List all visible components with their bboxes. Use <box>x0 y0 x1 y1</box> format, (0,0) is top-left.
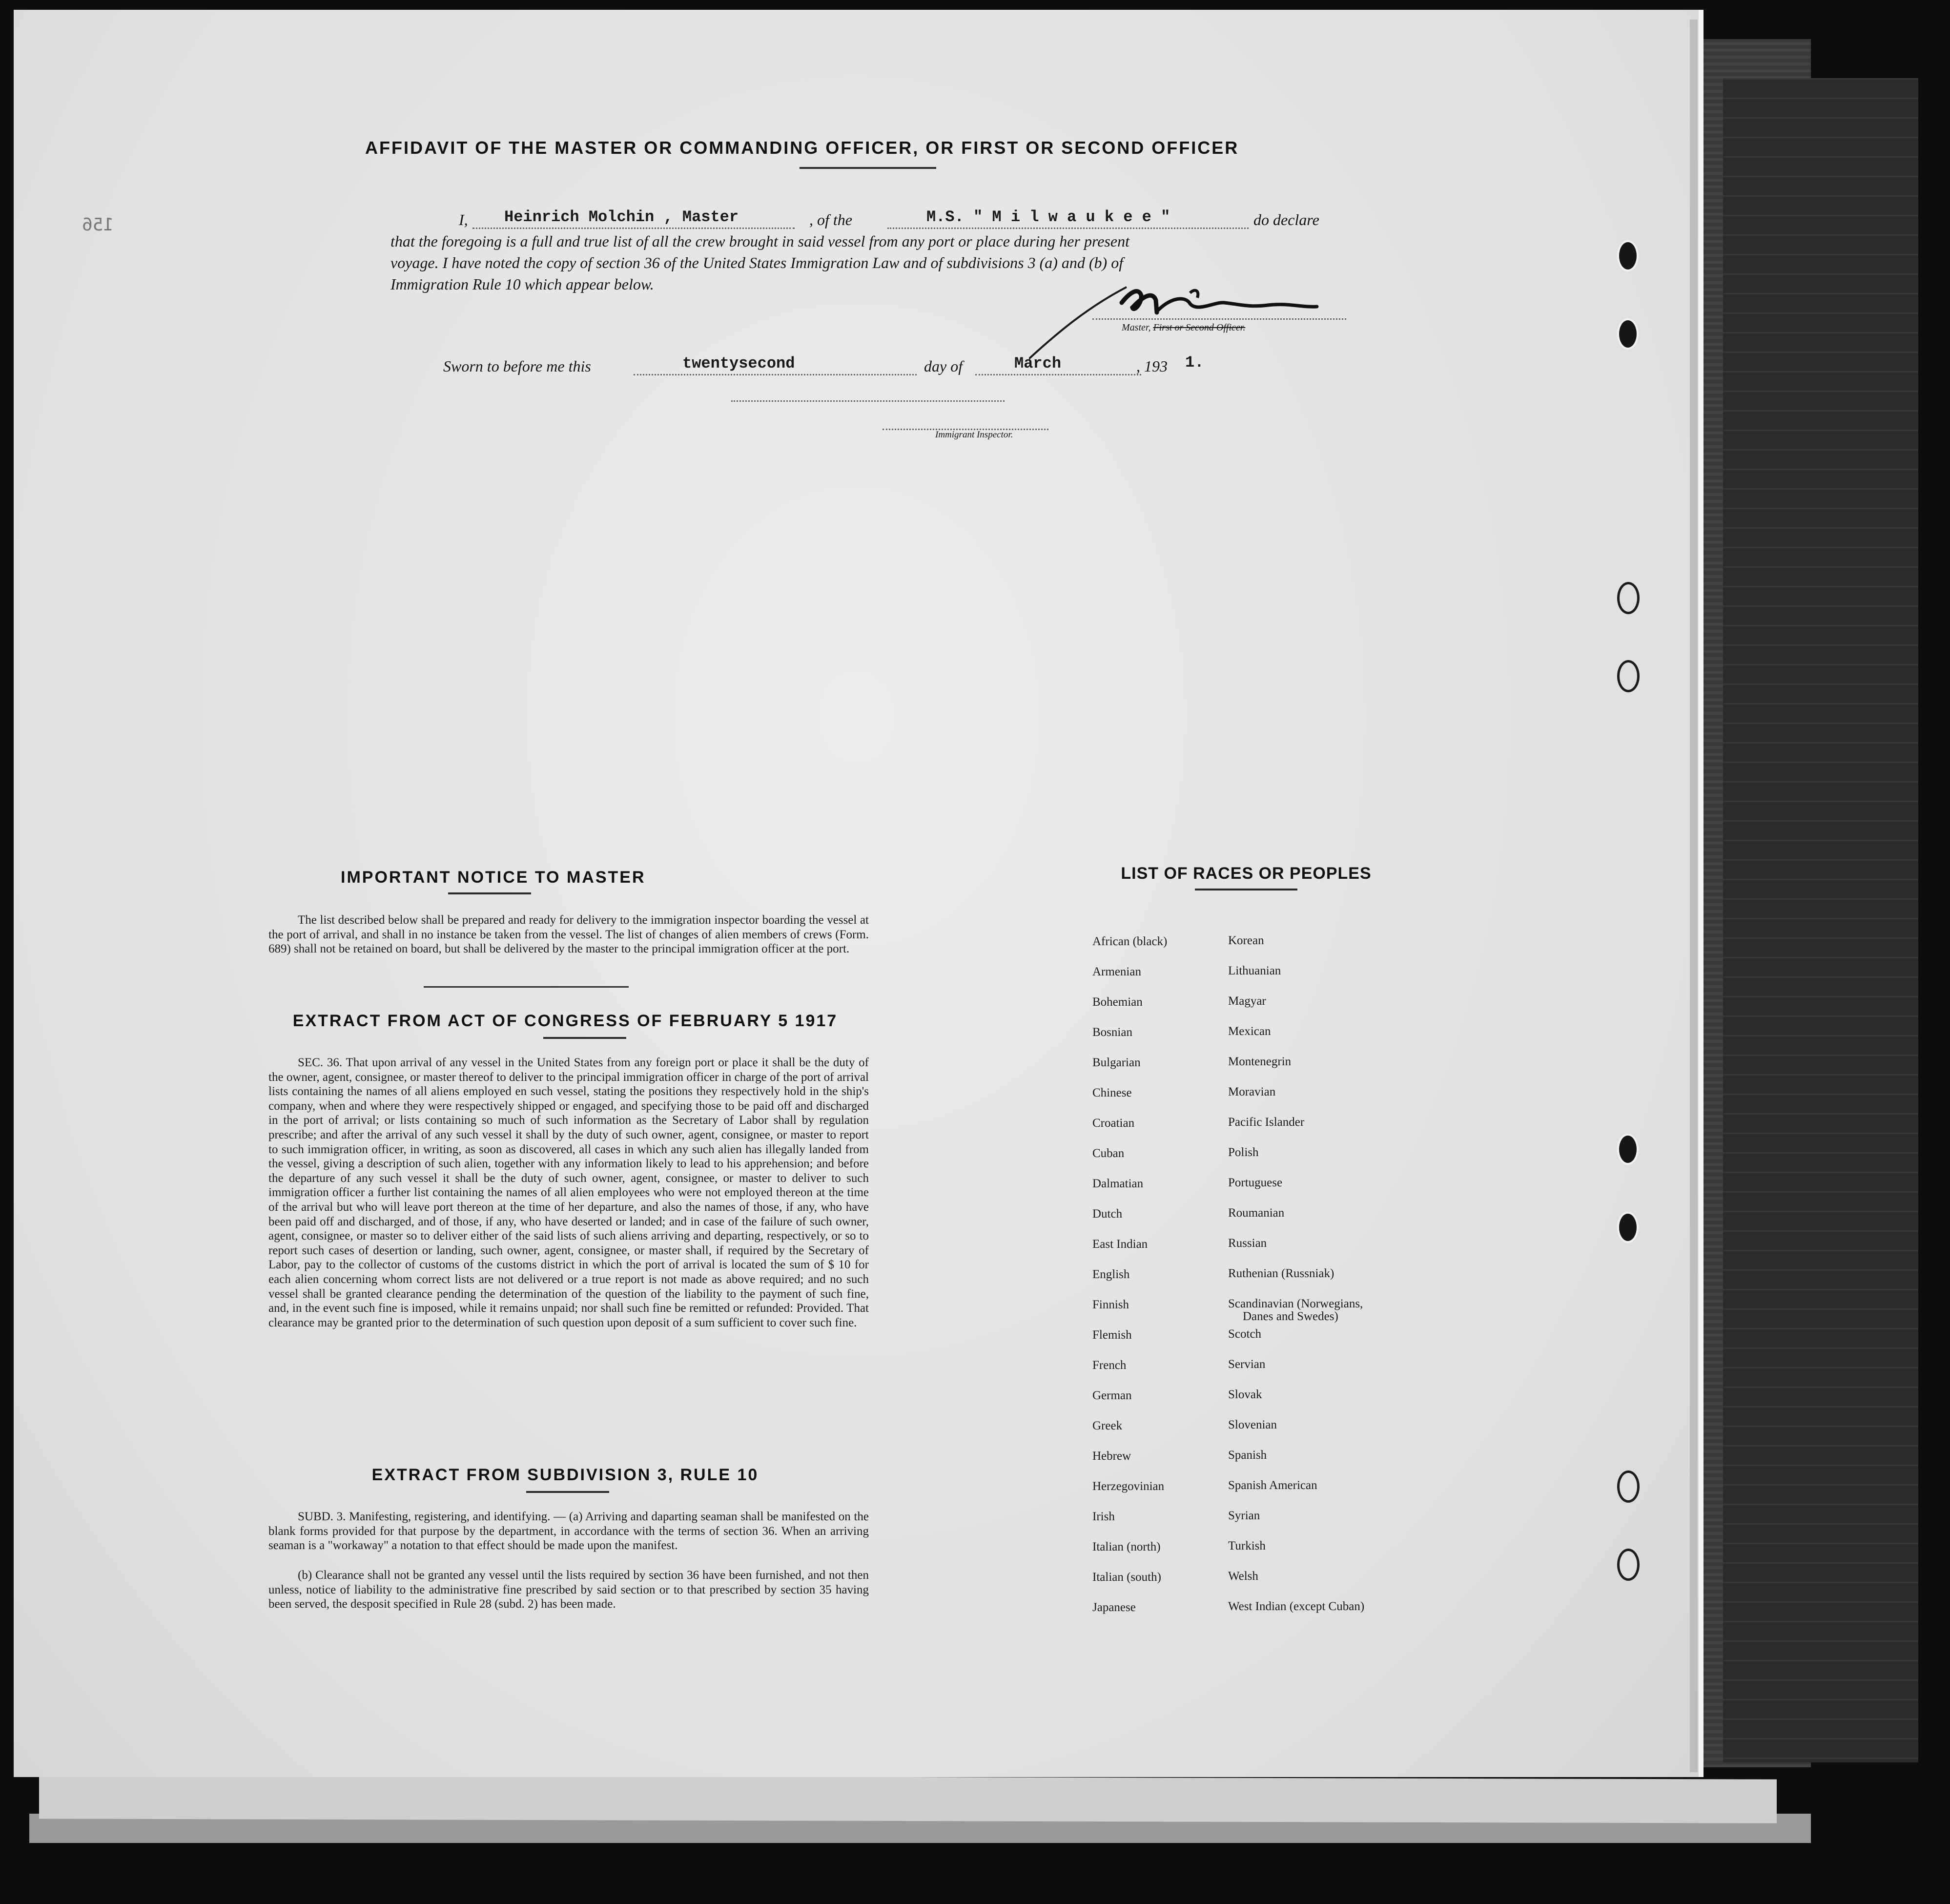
race-item: Greek <box>1092 1419 1123 1432</box>
month-field-line <box>975 374 1141 375</box>
adjacent-sheet <box>1723 78 1918 1762</box>
signature-line <box>1092 318 1346 320</box>
binder-hole-8 <box>1617 1549 1640 1581</box>
sworn-day: twentysecond <box>682 354 795 373</box>
binder-hole-3 <box>1617 582 1640 614</box>
day-of-text: day of <box>924 357 963 375</box>
affidavit-title: AFFIDAVIT OF THE MASTER OR COMMANDING OFFICER, OR FIRST OR SECOND OFFICER <box>365 138 1239 158</box>
race-item: Montenegrin <box>1228 1055 1292 1068</box>
race-item: Slovak <box>1228 1388 1262 1401</box>
page-edge <box>1690 20 1698 1772</box>
race-item: French <box>1092 1359 1127 1372</box>
race-item: Chinese <box>1092 1086 1132 1099</box>
year-suffix: 1. <box>1185 353 1204 372</box>
race-item-line1: Scandinavian (Norwegians, <box>1228 1297 1363 1310</box>
race-item: Spanish <box>1228 1449 1267 1462</box>
sworn-month: March <box>1014 354 1062 373</box>
race-item: English <box>1092 1268 1130 1281</box>
race-item: Armenian <box>1092 965 1141 978</box>
rule-extract-rule <box>526 1491 609 1493</box>
race-item: Herzegovinian <box>1092 1480 1165 1493</box>
caption-struck-officer: First or Second Officer. <box>1153 322 1246 333</box>
race-item: Spanish American <box>1228 1479 1317 1492</box>
affidavit-line-4: Immigration Rule 10 which appear below. <box>390 275 654 293</box>
act-extract-rule <box>543 1037 626 1039</box>
race-item: Irish <box>1092 1510 1115 1523</box>
vessel-name: M.S. " M i l w a u k e e " <box>926 208 1170 226</box>
race-item: Pacific Islander <box>1228 1116 1305 1129</box>
master-name: Heinrich Molchin , Master <box>504 208 739 226</box>
race-item-line2: Danes and Swedes) <box>1243 1310 1338 1323</box>
race-item: Japanese <box>1092 1601 1136 1614</box>
rule-extract-para-a: SUBD. 3. Manifesting, registering, and identifying. — (a) Arriving and daparting seaman shall be manifested on the blank forms provided for that purpose by the department, in accordance with the terms of section 36. When an arriving seaman is a "workaway" a notation to that effect should be made upon the manifest. <box>268 1510 869 1552</box>
race-item: Ruthenian (Russniak) <box>1228 1267 1334 1280</box>
notice-text: The list described below shall be prepared and ready for delivery to the immigration inspector boarding the vessel at the port of arrival, and shall in no instance be taken from the vessel. The list of changes of alien members of crews (Form. 689) shall not be retained on board, but shall be delivered by the master to the principal immigration officer at the port. <box>268 913 869 956</box>
binder-hole-7 <box>1617 1470 1640 1503</box>
race-item: Scotch <box>1228 1327 1262 1341</box>
notice-divider <box>424 986 629 988</box>
races-title-rule <box>1195 889 1297 890</box>
race-item: Bohemian <box>1092 995 1143 1009</box>
day-field-line <box>634 374 917 375</box>
races-title: LIST OF RACES OR PEOPLES <box>1121 864 1372 883</box>
race-item: Magyar <box>1228 994 1266 1008</box>
binder-hole-2 <box>1617 318 1639 350</box>
notice-title: IMPORTANT NOTICE TO MASTER <box>341 868 646 887</box>
act-extract-title: EXTRACT FROM ACT OF CONGRESS OF FEBRUARY 5 1917 <box>292 1012 838 1030</box>
race-item: Hebrew <box>1092 1449 1131 1463</box>
master-signature <box>1029 273 1341 361</box>
year-prefix: , 193 <box>1136 357 1168 375</box>
document-page <box>14 10 1704 1777</box>
notice-title-rule <box>448 892 531 894</box>
race-item: West Indian (except Cuban) <box>1228 1600 1365 1613</box>
race-item: Bosnian <box>1092 1026 1132 1039</box>
signature-caption <box>1122 322 1245 333</box>
race-item: Croatian <box>1092 1117 1135 1130</box>
race-item: East Indian <box>1092 1238 1148 1251</box>
name-field-line <box>472 228 795 229</box>
race-item: Flemish <box>1092 1328 1132 1342</box>
races-right-column <box>1228 934 1364 1631</box>
race-item <box>1228 1298 1364 1328</box>
binder-hole-4 <box>1617 660 1640 692</box>
race-item: Dutch <box>1092 1207 1123 1221</box>
race-item: German <box>1092 1389 1132 1402</box>
vessel-field-line <box>887 228 1249 229</box>
race-item: Russian <box>1228 1237 1267 1250</box>
race-item: Lithuanian <box>1228 964 1281 977</box>
bottom-page-strip <box>39 1775 1777 1823</box>
act-extract-text: SEC. 36. That upon arrival of any vessel in the United States from any foreign port or place it shall be the duty of the owner, agent, consignee, or master thereof to deliver to the principal immigration officer in charge of the port of arrival lists containing the names of all aliens employed en such vessel, stating the positions they respectively hold in the ship's company, when and where they were respectively shipped or engaged, and specifying those to be paid off and discharged in the port of arrival; or lists containing so much of such information as the Secretary of Labor shall by regulation prescribe; and after the arrival of any such vessel it shall by the duty of such owner, agent, consignee, or master to report to such immigration officer, in writing, as soon as discovered, all cases in which any such alien has illegally landed from the vessel, giving a description of such alien, together with any information likely to lead to his apprehension; and before the departure of any such vessel it shall be the duty of such owner, agent, consignee, or master to deliver to such immigration officer a further list containing the names of all alien employees who were not employed thereon at the time of the arrival but who will leave port thereon at the time of her departure, and also the names of those, if any, who have been paid off and discharged, and of those, if any, who have deserted or landed; and in case of the failure of such owner, agent, consignee, or master so to deliver either of the said lists of such aliens arriving and departing, respectively, or so to report such cases of desertion or landing, such owner, agent, consignee, or master shall, if required by the Secretary of Labor, pay to the collector of customs of the customs district in which the port of arrival is located the sum of $ 10 for each alien concerning whom correct lists are not delivered or a true report is not made as above required; and no such vessel shall be granted clearance pending the determination of the question of the liability to the payment of such fine, and, in the event such fine is imposed, while it remains unpaid; nor shall such fine be remitted or refunded: Provided. That clearance may be granted prior to the determination of such question upon deposit of a sum sufficient to cover such fine. <box>268 1056 869 1329</box>
race-item: Finnish <box>1092 1298 1129 1311</box>
binder-hole-6 <box>1617 1212 1639 1243</box>
race-item: African (black) <box>1092 935 1168 948</box>
race-item: Roumanian <box>1228 1206 1285 1220</box>
affidavit-line-2: that the foregoing is a full and true list of all the crew brought in said vessel from any port or place during her present <box>390 232 1129 250</box>
caption-master: Master, <box>1122 322 1151 333</box>
affidavit-of-the: , of the <box>809 211 852 228</box>
race-item: Korean <box>1228 934 1264 947</box>
race-item: Moravian <box>1228 1085 1276 1098</box>
binder-hole-5 <box>1617 1134 1639 1165</box>
race-item: Welsh <box>1228 1570 1258 1583</box>
race-item: Portuguese <box>1228 1176 1283 1189</box>
affidavit-do-declare: do declare <box>1253 211 1319 228</box>
race-item: Mexican <box>1228 1025 1271 1038</box>
race-item: Bulgarian <box>1092 1056 1141 1069</box>
races-left-column <box>1092 935 1167 1632</box>
race-item: Slovenian <box>1228 1418 1277 1431</box>
race-item: Servian <box>1228 1358 1266 1371</box>
affidavit-title-rule <box>800 167 936 169</box>
race-item: Italian (south) <box>1092 1571 1161 1584</box>
inspector-sign-line <box>731 400 1005 402</box>
affidavit-line-3: voyage. I have noted the copy of section 36 of the United States Immigration Law and of subdivisions 3 (a) and (b) of <box>390 254 1124 271</box>
race-item: Dalmatian <box>1092 1177 1144 1190</box>
inspector-caption: Immigrant Inspector. <box>935 430 1013 440</box>
ghost-page-number: 156 <box>82 215 114 235</box>
race-item: Cuban <box>1092 1147 1125 1160</box>
rule-extract-title: EXTRACT FROM SUBDIVISION 3, RULE 10 <box>371 1466 759 1484</box>
binder-hole-1 <box>1617 240 1639 271</box>
sworn-text: Sworn to before me this <box>443 357 591 375</box>
race-item: Syrian <box>1228 1509 1260 1522</box>
rule-extract-para-b: (b) Clearance shall not be granted any vessel until the lists required by section 36 have been furnished, and not then unless, notice of liability to the administrative fine prescribed by said section or to that prescribed by section 35 having been served, the desposit specified in Rule 28 (subd. 2) has been made. <box>268 1569 869 1611</box>
race-item: Italian (north) <box>1092 1540 1161 1553</box>
race-item: Turkish <box>1228 1539 1266 1552</box>
affidavit-i: I, <box>459 211 468 228</box>
race-item: Polish <box>1228 1146 1259 1159</box>
